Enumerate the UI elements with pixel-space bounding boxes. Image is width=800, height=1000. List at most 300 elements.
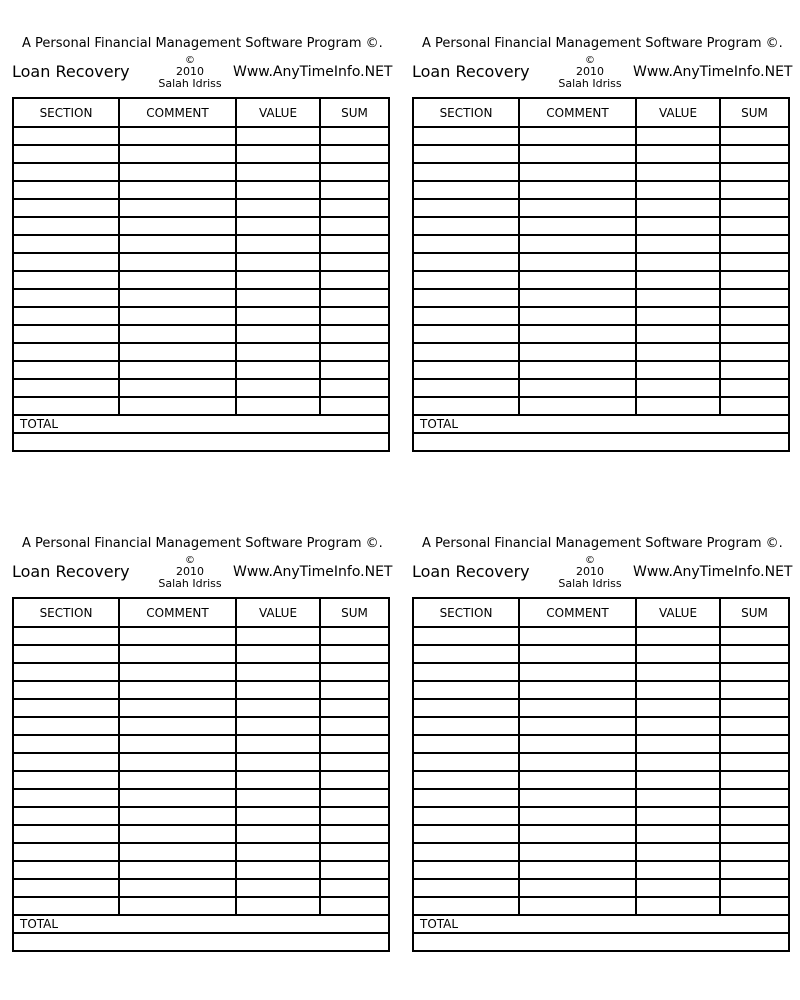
entry-cell[interactable] <box>519 361 636 379</box>
entry-cell[interactable] <box>320 253 389 271</box>
entry-cell[interactable] <box>720 217 789 235</box>
entry-cell[interactable] <box>720 127 789 145</box>
entry-cell[interactable] <box>320 199 389 217</box>
entry-cell[interactable] <box>236 735 320 753</box>
entry-cell[interactable] <box>413 307 519 325</box>
entry-cell[interactable] <box>720 789 789 807</box>
entry-cell[interactable] <box>119 343 236 361</box>
entry-cell[interactable] <box>636 397 720 415</box>
entry-cell[interactable] <box>636 645 720 663</box>
entry-cell[interactable] <box>236 145 320 163</box>
entry-cell[interactable] <box>119 397 236 415</box>
entry-cell[interactable] <box>236 879 320 897</box>
entry-cell[interactable] <box>320 235 389 253</box>
entry-cell[interactable] <box>519 343 636 361</box>
entry-cell[interactable] <box>720 325 789 343</box>
entry-cell[interactable] <box>636 843 720 861</box>
entry-cell[interactable] <box>720 861 789 879</box>
entry-cell[interactable] <box>636 271 720 289</box>
entry-cell[interactable] <box>320 717 389 735</box>
entry-cell[interactable] <box>519 717 636 735</box>
author-name: Salah Idriss <box>158 577 222 590</box>
entry-cell[interactable] <box>320 897 389 915</box>
website: Www.AnyTimeInfo.NET <box>633 564 793 580</box>
entry-cell[interactable] <box>636 681 720 699</box>
entry-cell[interactable] <box>119 627 236 645</box>
entry-cell[interactable] <box>413 343 519 361</box>
entry-cell[interactable] <box>720 627 789 645</box>
entry-cell[interactable] <box>320 325 389 343</box>
entry-cell[interactable] <box>636 771 720 789</box>
entry-cell[interactable] <box>320 663 389 681</box>
entry-cell[interactable] <box>13 717 119 735</box>
copyright-year: 2010 <box>176 65 204 78</box>
entry-cell[interactable] <box>320 627 389 645</box>
entry-cell[interactable] <box>119 897 236 915</box>
entry-cell[interactable] <box>119 181 236 199</box>
entry-cell[interactable] <box>13 289 119 307</box>
entry-cell[interactable] <box>119 861 236 879</box>
entry-cell[interactable] <box>119 699 236 717</box>
entry-cell[interactable] <box>13 681 119 699</box>
entry-cell[interactable] <box>236 235 320 253</box>
entry-cell[interactable] <box>720 361 789 379</box>
entry-cell[interactable] <box>320 379 389 397</box>
entry-cell[interactable] <box>519 307 636 325</box>
column-header: COMMENT <box>119 598 236 627</box>
entry-cell[interactable] <box>413 735 519 753</box>
entry-cell[interactable] <box>236 897 320 915</box>
total-value-cell[interactable] <box>413 433 789 451</box>
entry-cell[interactable] <box>636 145 720 163</box>
entry-cell[interactable] <box>519 645 636 663</box>
entry-cell[interactable] <box>320 645 389 663</box>
entry-cell[interactable] <box>119 771 236 789</box>
entry-cell[interactable] <box>119 145 236 163</box>
entry-cell[interactable] <box>13 699 119 717</box>
entry-cell[interactable] <box>236 181 320 199</box>
entry-cell[interactable] <box>13 361 119 379</box>
entry-cell[interactable] <box>320 343 389 361</box>
entry-cell[interactable] <box>119 717 236 735</box>
entry-cell[interactable] <box>13 879 119 897</box>
entry-cell[interactable] <box>320 861 389 879</box>
entry-cell[interactable] <box>13 397 119 415</box>
website: Www.AnyTimeInfo.NET <box>633 64 793 80</box>
header-row <box>413 598 789 627</box>
entry-cell[interactable] <box>720 735 789 753</box>
entry-cell[interactable] <box>519 843 636 861</box>
entry-cell[interactable] <box>413 235 519 253</box>
entry-cell[interactable] <box>236 361 320 379</box>
entry-cell[interactable] <box>519 163 636 181</box>
entry-cell[interactable] <box>720 181 789 199</box>
entry-cell[interactable] <box>720 681 789 699</box>
entry-cell[interactable] <box>320 879 389 897</box>
table-row <box>413 181 789 199</box>
entry-cell[interactable] <box>720 645 789 663</box>
entry-cell[interactable] <box>519 325 636 343</box>
entry-cell[interactable] <box>236 627 320 645</box>
column-header: VALUE <box>236 98 320 127</box>
entry-cell[interactable] <box>236 699 320 717</box>
entry-cell[interactable] <box>720 807 789 825</box>
entry-cell[interactable] <box>720 145 789 163</box>
entry-cell[interactable] <box>119 379 236 397</box>
entry-cell[interactable] <box>13 307 119 325</box>
author-name: Salah Idriss <box>558 77 622 90</box>
entry-cell[interactable] <box>119 789 236 807</box>
entry-cell[interactable] <box>720 307 789 325</box>
entry-cell[interactable] <box>413 807 519 825</box>
table-row <box>13 361 389 379</box>
entry-cell[interactable] <box>320 825 389 843</box>
entry-cell[interactable] <box>720 879 789 897</box>
column-header: COMMENT <box>119 98 236 127</box>
entry-cell[interactable] <box>720 825 789 843</box>
entry-cell[interactable] <box>119 645 236 663</box>
entry-cell[interactable] <box>413 897 519 915</box>
entry-cell[interactable] <box>720 753 789 771</box>
entry-cell[interactable] <box>13 771 119 789</box>
entry-cell[interactable] <box>720 163 789 181</box>
entry-cell[interactable] <box>320 735 389 753</box>
table-row <box>13 789 389 807</box>
entry-cell[interactable] <box>519 627 636 645</box>
entry-cell[interactable] <box>636 253 720 271</box>
entry-cell[interactable] <box>119 217 236 235</box>
copyright-block <box>142 556 238 590</box>
copyright-symbol: © <box>585 555 595 566</box>
entry-cell[interactable] <box>320 807 389 825</box>
entry-cell[interactable] <box>13 343 119 361</box>
entry-cell[interactable] <box>320 145 389 163</box>
entry-cell[interactable] <box>236 379 320 397</box>
entry-cell[interactable] <box>413 253 519 271</box>
entry-cell[interactable] <box>320 771 389 789</box>
entry-cell[interactable] <box>519 145 636 163</box>
entry-cell[interactable] <box>13 253 119 271</box>
entry-cell[interactable] <box>413 163 519 181</box>
entry-cell[interactable] <box>413 879 519 897</box>
entry-cell[interactable] <box>13 825 119 843</box>
entry-cell[interactable] <box>519 861 636 879</box>
entry-cell[interactable] <box>13 789 119 807</box>
entry-cell[interactable] <box>413 825 519 843</box>
loan-table <box>12 597 390 952</box>
entry-cell[interactable] <box>636 127 720 145</box>
entry-cell[interactable] <box>13 271 119 289</box>
entry-cell[interactable] <box>413 627 519 645</box>
entry-cell[interactable] <box>413 753 519 771</box>
entry-cell[interactable] <box>119 663 236 681</box>
entry-cell[interactable] <box>413 699 519 717</box>
entry-cell[interactable] <box>119 825 236 843</box>
entry-cell[interactable] <box>119 235 236 253</box>
copyright-symbol: © <box>185 555 195 566</box>
total-value-cell[interactable] <box>13 933 389 951</box>
entry-cell[interactable] <box>236 807 320 825</box>
entry-cell[interactable] <box>119 843 236 861</box>
entry-cell[interactable] <box>519 217 636 235</box>
entry-cell[interactable] <box>236 397 320 415</box>
entry-cell[interactable] <box>413 645 519 663</box>
entry-cell[interactable] <box>13 843 119 861</box>
entry-cell[interactable] <box>720 699 789 717</box>
entry-cell[interactable] <box>320 181 389 199</box>
entry-cell[interactable] <box>636 897 720 915</box>
table-row <box>13 181 389 199</box>
entry-cell[interactable] <box>519 735 636 753</box>
entry-cell[interactable] <box>720 289 789 307</box>
entry-cell[interactable] <box>119 271 236 289</box>
entry-cell[interactable] <box>13 127 119 145</box>
table-row <box>413 753 789 771</box>
entry-cell[interactable] <box>320 753 389 771</box>
entry-cell[interactable] <box>119 753 236 771</box>
entry-cell[interactable] <box>720 343 789 361</box>
entry-cell[interactable] <box>413 199 519 217</box>
entry-cell[interactable] <box>636 235 720 253</box>
entry-cell[interactable] <box>13 163 119 181</box>
entry-cell[interactable] <box>236 825 320 843</box>
entry-cell[interactable] <box>320 163 389 181</box>
entry-cell[interactable] <box>236 343 320 361</box>
table-row <box>413 897 789 915</box>
entry-cell[interactable] <box>320 361 389 379</box>
entry-cell[interactable] <box>413 325 519 343</box>
entry-cell[interactable] <box>636 343 720 361</box>
table-row <box>413 343 789 361</box>
entry-cell[interactable] <box>413 271 519 289</box>
entry-cell[interactable] <box>236 217 320 235</box>
total-value-cell[interactable] <box>13 433 389 451</box>
entry-cell[interactable] <box>236 163 320 181</box>
entry-cell[interactable] <box>413 789 519 807</box>
entry-cell[interactable] <box>720 663 789 681</box>
entry-cell[interactable] <box>720 253 789 271</box>
entry-cell[interactable] <box>236 199 320 217</box>
entry-cell[interactable] <box>13 181 119 199</box>
entry-cell[interactable] <box>320 307 389 325</box>
entry-cell[interactable] <box>236 325 320 343</box>
entry-cell[interactable] <box>119 879 236 897</box>
entry-cell[interactable] <box>519 127 636 145</box>
entry-cell[interactable] <box>320 397 389 415</box>
entry-cell[interactable] <box>519 199 636 217</box>
entry-cell[interactable] <box>320 271 389 289</box>
entry-cell[interactable] <box>13 663 119 681</box>
entry-cell[interactable] <box>413 181 519 199</box>
entry-cell[interactable] <box>519 879 636 897</box>
entry-cell[interactable] <box>720 771 789 789</box>
entry-cell[interactable] <box>413 397 519 415</box>
entry-cell[interactable] <box>413 681 519 699</box>
entry-cell[interactable] <box>119 253 236 271</box>
entry-cell[interactable] <box>519 753 636 771</box>
entry-cell[interactable] <box>236 663 320 681</box>
entry-cell[interactable] <box>636 789 720 807</box>
total-row <box>13 415 389 433</box>
table-row <box>13 753 389 771</box>
table-row <box>13 127 389 145</box>
entry-cell[interactable] <box>720 843 789 861</box>
column-header: SUM <box>720 598 789 627</box>
entry-cell[interactable] <box>636 663 720 681</box>
total-label: TOTAL <box>13 415 389 433</box>
entry-cell[interactable] <box>720 397 789 415</box>
entry-cell[interactable] <box>519 181 636 199</box>
table-row <box>13 163 389 181</box>
entry-cell[interactable] <box>119 735 236 753</box>
entry-cell[interactable] <box>636 861 720 879</box>
entry-cell[interactable] <box>519 681 636 699</box>
entry-cell[interactable] <box>720 199 789 217</box>
entry-cell[interactable] <box>236 717 320 735</box>
entry-cell[interactable] <box>119 361 236 379</box>
entry-cell[interactable] <box>413 663 519 681</box>
entry-cell[interactable] <box>519 897 636 915</box>
entry-cell[interactable] <box>320 681 389 699</box>
entry-cell[interactable] <box>519 235 636 253</box>
entry-cell[interactable] <box>13 217 119 235</box>
entry-cell[interactable] <box>119 163 236 181</box>
tagline: A Personal Financial Management Software Program ©. <box>22 36 383 51</box>
entry-cell[interactable] <box>519 663 636 681</box>
entry-cell[interactable] <box>320 699 389 717</box>
entry-cell[interactable] <box>236 307 320 325</box>
entry-cell[interactable] <box>236 771 320 789</box>
entry-cell[interactable] <box>720 271 789 289</box>
entry-cell[interactable] <box>413 717 519 735</box>
entry-cell[interactable] <box>636 361 720 379</box>
column-header: SUM <box>320 98 389 127</box>
entry-cell[interactable] <box>236 645 320 663</box>
entry-cell[interactable] <box>519 807 636 825</box>
total-value-cell[interactable] <box>413 933 789 951</box>
entry-cell[interactable] <box>636 753 720 771</box>
entry-cell[interactable] <box>636 217 720 235</box>
entry-cell[interactable] <box>636 181 720 199</box>
entry-cell[interactable] <box>236 753 320 771</box>
table-row <box>13 897 389 915</box>
entry-cell[interactable] <box>636 627 720 645</box>
entry-cell[interactable] <box>636 163 720 181</box>
entry-cell[interactable] <box>320 789 389 807</box>
tagline: A Personal Financial Management Software Program ©. <box>22 536 383 551</box>
entry-cell[interactable] <box>413 843 519 861</box>
entry-cell[interactable] <box>636 717 720 735</box>
entry-cell[interactable] <box>13 753 119 771</box>
entry-cell[interactable] <box>320 127 389 145</box>
entry-cell[interactable] <box>519 271 636 289</box>
entry-cell[interactable] <box>519 289 636 307</box>
entry-cell[interactable] <box>236 789 320 807</box>
entry-cell[interactable] <box>720 379 789 397</box>
entry-cell[interactable] <box>236 681 320 699</box>
entry-cell[interactable] <box>320 289 389 307</box>
entry-cell[interactable] <box>636 289 720 307</box>
entry-cell[interactable] <box>13 897 119 915</box>
entry-cell[interactable] <box>13 325 119 343</box>
entry-cell[interactable] <box>636 735 720 753</box>
entry-cell[interactable] <box>636 325 720 343</box>
entry-cell[interactable] <box>519 397 636 415</box>
entry-cell[interactable] <box>519 825 636 843</box>
entry-cell[interactable] <box>413 861 519 879</box>
entry-cell[interactable] <box>236 253 320 271</box>
entry-cell[interactable] <box>13 199 119 217</box>
entry-cell[interactable] <box>320 843 389 861</box>
entry-cell[interactable] <box>236 271 320 289</box>
entry-cell[interactable] <box>13 645 119 663</box>
entry-cell[interactable] <box>119 681 236 699</box>
entry-cell[interactable] <box>13 861 119 879</box>
entry-cell[interactable] <box>413 127 519 145</box>
entry-cell[interactable] <box>636 825 720 843</box>
entry-cell[interactable] <box>13 627 119 645</box>
entry-cell[interactable] <box>636 807 720 825</box>
entry-cell[interactable] <box>720 897 789 915</box>
entry-cell[interactable] <box>636 699 720 717</box>
header-row <box>413 98 789 127</box>
entry-cell[interactable] <box>519 379 636 397</box>
table-row <box>13 717 389 735</box>
entry-cell[interactable] <box>119 199 236 217</box>
entry-cell[interactable] <box>519 253 636 271</box>
entry-cell[interactable] <box>720 717 789 735</box>
loan-form-bottom-left <box>12 510 393 990</box>
entry-cell[interactable] <box>119 127 236 145</box>
copyright-year: 2010 <box>576 565 604 578</box>
entry-cell[interactable] <box>236 289 320 307</box>
column-header: SECTION <box>413 98 519 127</box>
entry-cell[interactable] <box>320 217 389 235</box>
table-row <box>413 771 789 789</box>
table-row <box>13 735 389 753</box>
entry-cell[interactable] <box>119 307 236 325</box>
column-header: VALUE <box>636 598 720 627</box>
entry-cell[interactable] <box>519 771 636 789</box>
entry-cell[interactable] <box>236 127 320 145</box>
entry-cell[interactable] <box>413 289 519 307</box>
entry-cell[interactable] <box>636 307 720 325</box>
entry-cell[interactable] <box>636 379 720 397</box>
entry-cell[interactable] <box>413 361 519 379</box>
entry-cell[interactable] <box>13 735 119 753</box>
entry-cell[interactable] <box>519 789 636 807</box>
entry-cell[interactable] <box>119 325 236 343</box>
entry-cell[interactable] <box>636 199 720 217</box>
entry-cell[interactable] <box>636 879 720 897</box>
entry-cell[interactable] <box>13 807 119 825</box>
entry-cell[interactable] <box>119 807 236 825</box>
entry-cell[interactable] <box>13 379 119 397</box>
entry-cell[interactable] <box>236 861 320 879</box>
entry-cell[interactable] <box>413 771 519 789</box>
entry-cell[interactable] <box>413 379 519 397</box>
table-row <box>413 307 789 325</box>
entry-cell[interactable] <box>236 843 320 861</box>
entry-cell[interactable] <box>13 145 119 163</box>
copyright-symbol: © <box>585 55 595 66</box>
entry-cell[interactable] <box>720 235 789 253</box>
entry-cell[interactable] <box>413 145 519 163</box>
entry-cell[interactable] <box>119 289 236 307</box>
entry-cell[interactable] <box>519 699 636 717</box>
entry-cell[interactable] <box>413 217 519 235</box>
entry-cell[interactable] <box>13 235 119 253</box>
